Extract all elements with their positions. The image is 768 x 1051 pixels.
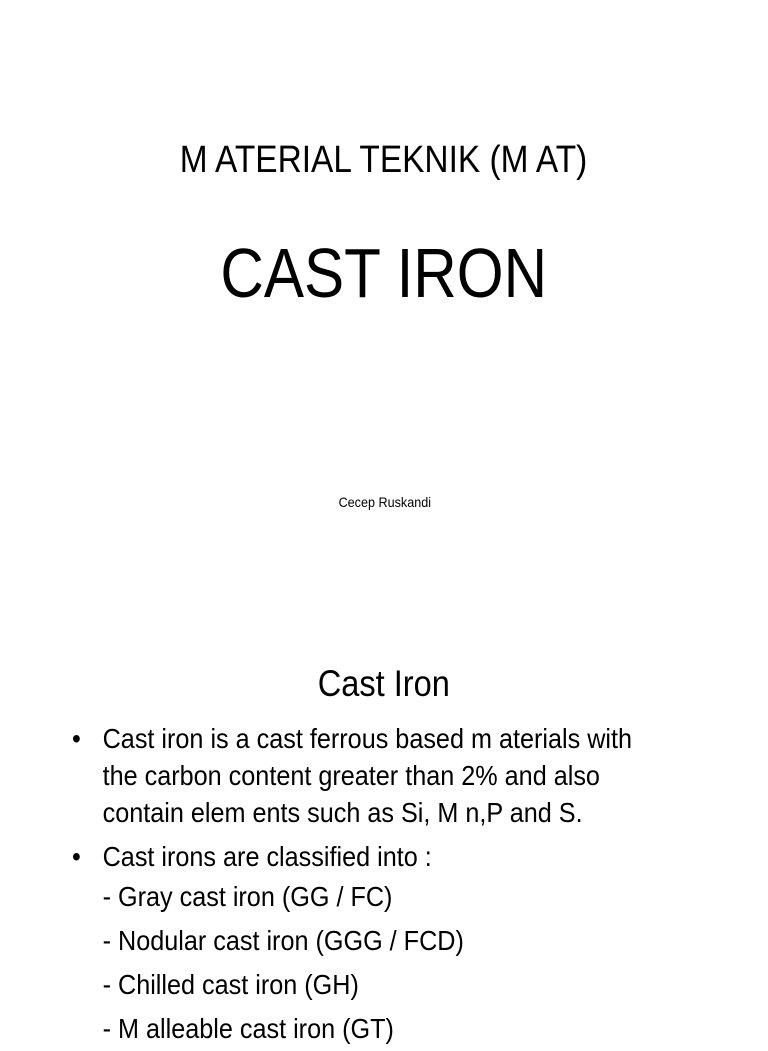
- main-title: CAST IRON: [220, 234, 548, 312]
- section-title: Cast Iron: [317, 663, 450, 704]
- bullet-item: [72, 720, 684, 831]
- bullet-text-line: the carbon content greater than 2% and also: [102, 760, 600, 791]
- bullet-text-line: Cast irons are classified into :: [102, 841, 432, 872]
- bullet-text-line: Cast iron is a cast ferrous based m aterials with: [102, 723, 633, 754]
- course-title: M ATERIAL TEKNIK (M AT): [179, 139, 588, 181]
- sub-list-item: - Gray cast iron (GG / FC): [102, 881, 393, 912]
- author-name: Cecep Ruskandi: [338, 494, 432, 510]
- sub-list-item: - Chilled cast iron (GH): [102, 969, 359, 1000]
- bullet-item: [72, 838, 684, 875]
- sub-list-item: - M alleable cast iron (GT): [102, 1013, 394, 1044]
- bullet-icon: •: [72, 841, 81, 872]
- sub-list-item: - Nodular cast iron (GGG / FCD): [102, 925, 464, 956]
- sub-list: [72, 875, 684, 1051]
- bullet-text-line: contain elem ents such as Si, M n,P and S.: [102, 797, 583, 828]
- bullet-icon: •: [72, 723, 81, 754]
- slide-content: [72, 720, 684, 1051]
